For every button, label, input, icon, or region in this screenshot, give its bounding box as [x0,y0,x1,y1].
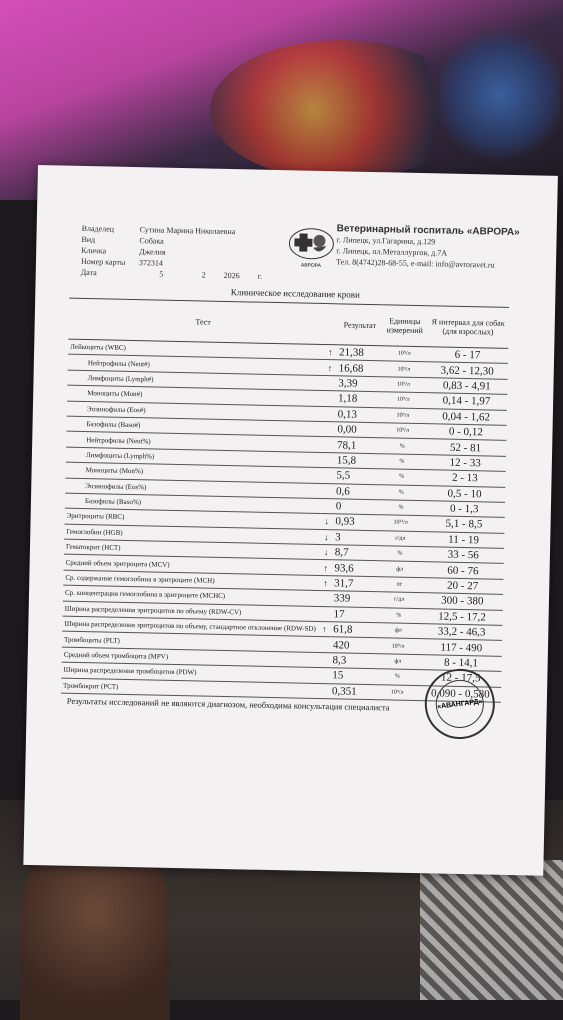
clinic-info [336,223,520,271]
unit-value: 10⁹/л [380,407,426,423]
result-value: 3,39 [336,376,381,392]
reference-range: 0,04 - 1,62 [425,408,507,425]
test-name: Лейкоциты (WBC) [68,339,324,360]
owner-label: Владелец [81,223,115,234]
reference-range: 0,090 - 0,580 [420,685,502,702]
test-name: Ширина распределения эритроцитов по объему (RDW-CV) [63,601,319,622]
test-name: Средний объем тромбоцита (MPV) [62,647,318,668]
test-name: Эозинофилы (Eos#) [67,401,323,422]
test-name: Базофилы (Baso#) [66,416,322,437]
unit-value: % [379,438,425,454]
result-value: 17 [331,606,376,622]
flag-arrow: ↑ [318,621,332,637]
result-value: 0,00 [335,422,380,438]
unit-value: 10⁹/л [381,361,427,377]
test-name: Моноциты (Mon#) [67,385,323,406]
result-value: 0,351 [330,683,375,699]
column-test: Тест [68,298,338,345]
unit-value: % [377,546,423,562]
unit-value: 10⁹/л [374,684,420,700]
reference-range: 2 - 13 [424,470,506,487]
card-label: Номер карты [80,256,126,267]
flag-arrow [323,375,337,391]
document-title: Клиническое исследование крови [230,287,361,300]
patient-info [81,223,264,282]
test-name: Лимфоциты (Lymph#) [67,370,323,391]
result-value: 5,5 [334,468,379,484]
column-result: Результат [337,304,382,346]
result-value: 15 [330,668,375,684]
result-value: 0 [334,499,379,515]
owner-value: Сутина Марина Николаевна [139,225,236,237]
unit-value: 10⁹/л [380,423,426,439]
reference-range: 0 - 1,3 [423,501,505,518]
background-pattern [440,20,560,170]
result-value: 61,8 [331,622,376,638]
flag-arrow [317,637,331,653]
unit-value: % [376,607,422,623]
reference-range: 8 - 14,1 [420,654,502,671]
flag-arrow [317,652,331,668]
flag-arrow [322,421,336,437]
pet-name-label: Кличка [81,245,107,256]
date-day: 5 [159,269,164,279]
test-name: Нейтрофилы (Neut#) [68,355,324,376]
result-value: 21,38 [337,345,382,361]
reference-range: 11 - 19 [423,531,505,548]
flag-arrow [321,452,335,468]
flag-arrow: ↑ [323,360,337,376]
test-name: Средний объем эритроцита (MCV) [64,555,320,576]
background-pattern [210,40,470,180]
test-name: Ср. концентрация гемоглобина в эритроците (MCHC) [63,585,319,606]
flag-arrow [322,437,336,453]
test-name: Эритроциты (RBC) [64,508,320,529]
unit-value: г/дл [378,530,424,546]
reference-range: 0,5 - 10 [424,485,506,502]
unit-value: % [375,669,421,685]
flag-arrow [316,683,330,699]
flag-arrow [320,498,334,514]
test-name: Нейтрофилы (Neut%) [66,431,322,452]
clinic-contacts: Тел. 8(4742)28-68-55, e-mail: info@avroravet.ru [335,257,495,270]
species-label: Вид [81,234,96,245]
result-value: 31,7 [332,576,377,592]
reference-range: 300 - 380 [422,593,504,610]
reference-range: 117 - 490 [421,639,503,656]
unit-value: 10⁹/л [381,346,427,362]
unit-value: % [379,469,425,485]
unit-value: фл [376,623,422,639]
flag-arrow [321,483,335,499]
reference-range: 12 - 33 [424,454,506,471]
reference-range: 0 - 0,12 [425,424,507,441]
test-name: Тромбоциты (PLT) [62,632,318,653]
test-name: Ширина распределения эритроцитов по объему, стандартное отклонение (RDW-SD) [62,616,318,637]
pet-name-value: Джелия [139,247,166,257]
column-reference: Я интервал для собак (для взрослых) [427,306,509,349]
result-value: 16,68 [337,360,382,376]
unit-value: пг [377,577,423,593]
reference-range: 5,1 - 8,5 [423,516,505,533]
flag-arrow: ↓ [320,514,334,530]
date-label: Дата [80,267,97,278]
result-value: 15,8 [335,453,380,469]
date-month: 2 [201,270,206,280]
test-name: Базофилы (Baso%) [65,493,321,514]
flag-arrow [322,406,336,422]
date-year: 2026 [223,270,240,281]
clinic-name: Ветеринарный госпиталь «АВРОРА» [336,223,520,239]
result-value: 78,1 [335,437,380,453]
result-value: 1,18 [336,391,381,407]
test-name: Гематокрит (HCT) [64,539,320,560]
unit-value: фл [377,561,423,577]
reference-range: 6 - 17 [427,347,509,364]
result-value: 339 [332,591,377,607]
unit-value: % [379,484,425,500]
results-table [61,298,509,703]
card-value: 372314 [138,258,164,268]
result-value: 0,6 [334,483,379,499]
reference-range: 20 - 27 [422,577,504,594]
result-value: 8,7 [333,545,378,561]
result-value: 420 [331,637,376,653]
clinic-logo [286,225,337,269]
test-name: Гемоглобин (HGB) [64,524,320,545]
flag-arrow: ↑ [319,575,333,591]
flag-arrow [318,591,332,607]
reference-range: 33 - 56 [422,547,504,564]
unit-value: % [378,500,424,516]
reference-range: 12,5 - 17,2 [421,608,503,625]
background-rug [420,860,563,1000]
flag-arrow [323,391,337,407]
unit-value: г/дл [376,592,422,608]
lab-report-sheet [23,165,558,876]
unit-value: 10⁹/л [380,392,426,408]
flag-arrow [318,606,332,622]
reference-range: 0,83 - 4,91 [426,377,508,394]
test-name: Моноциты (Mon%) [65,462,321,483]
test-name: Ср. содержание гемоглобина в эритроците (MCH) [63,570,319,591]
test-name: Ширина распределения тромбоцитов (PDW) [61,662,317,683]
result-value: 3 [333,529,378,545]
unit-value: % [379,453,425,469]
test-name: Эозинофилы (Eos%) [65,478,321,499]
flag-arrow: ↑ [319,560,333,576]
species-value: Собака [139,236,164,246]
unit-value: 10⁹/л [381,377,427,393]
flag-arrow: ↓ [319,545,333,561]
test-name: Тромбокрит (PCT) [61,678,317,699]
reference-range: 60 - 76 [422,562,504,579]
disclaimer: Результаты исследований не являются диагнозом, необходима консультация специалиста [66,695,390,713]
reference-range: 3,62 - 12,30 [426,362,508,379]
flag-arrow: ↓ [320,529,334,545]
result-value: 8,3 [330,653,375,669]
reference-range: 33,2 - 46,3 [421,624,503,641]
reference-range: 0,14 - 1,97 [426,393,508,410]
result-value: 93,6 [332,560,377,576]
unit-value: 10⁹/л [375,638,421,654]
unit-value: фл [375,653,421,669]
flag-arrow [321,468,335,484]
date-suffix: г. [257,271,263,281]
clinic-address-2: г. Липецк, пл.Металлургов, д.7А [336,246,448,258]
reference-range: 12 - 17,5 [420,670,502,687]
column-unit: Единицы измерений [382,305,428,347]
result-value: 0,93 [333,514,378,530]
result-value: 0,13 [336,406,381,422]
stamp-text: «АВАНГАРД» [433,677,486,730]
reference-range: 52 - 81 [425,439,507,456]
flag-arrow [317,668,331,684]
clinic-logo-text: АВРОРА [300,262,322,269]
clinic-address-1: г. Липецк, ул.Гагарина, д.129 [336,235,436,247]
flag-arrow: ↑ [323,345,337,361]
unit-value: 10¹²/л [378,515,424,531]
test-name: Лимфоциты (Lymph%) [66,447,322,468]
